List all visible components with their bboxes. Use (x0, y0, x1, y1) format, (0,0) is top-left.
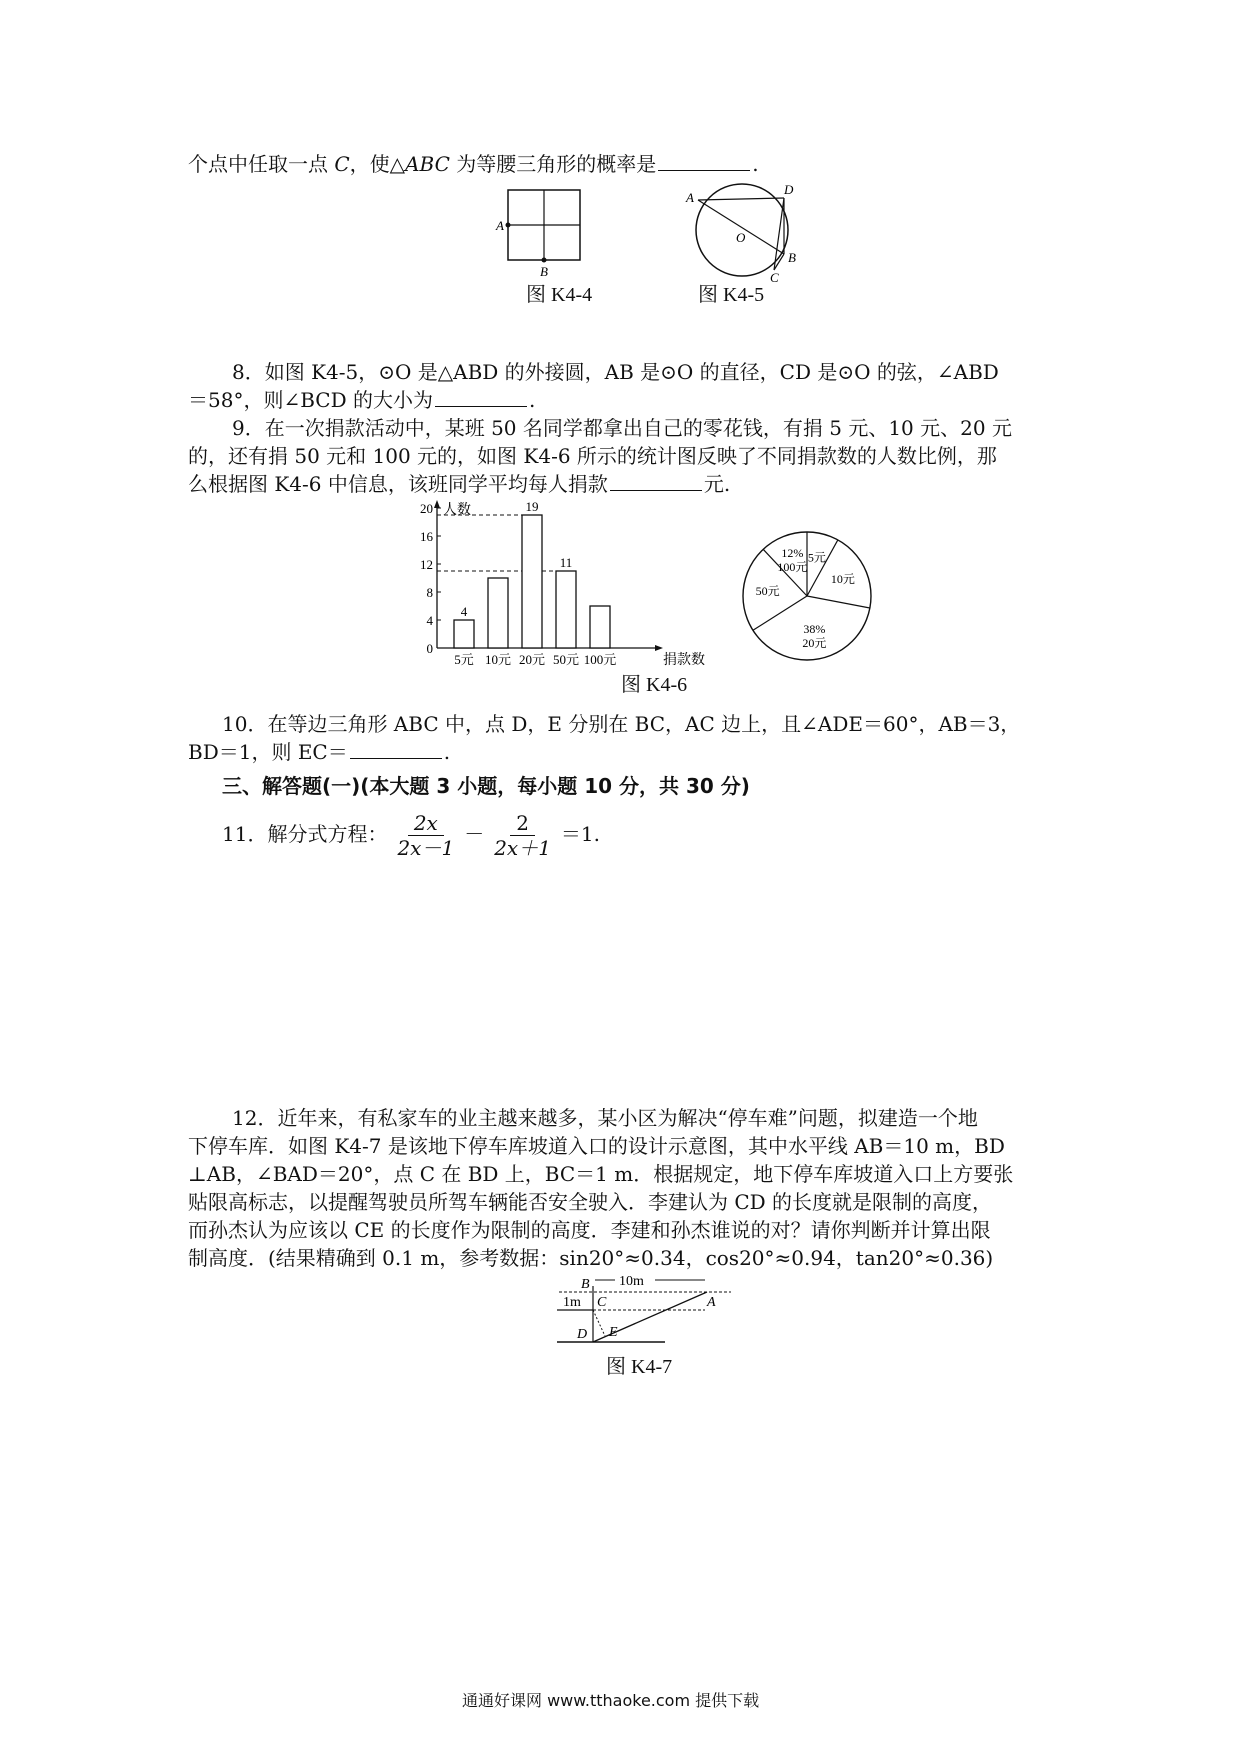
q11-text: 11．解分式方程： (222, 822, 388, 846)
q8-line1: 8．如图 K4-5，⊙O 是△ABD 的外接圆，AB 是⊙O 的直径，CD 是⊙O 的弦，∠ABD (232, 360, 999, 384)
segment-ce (593, 1310, 605, 1336)
q7-point-c: C (334, 152, 350, 176)
category-label: 20元 (518, 652, 546, 667)
pie-slice-boundary (807, 540, 838, 596)
label-a: A (686, 190, 694, 205)
x-axis-label: 捐款数 (663, 653, 705, 668)
pie-chart (735, 528, 885, 668)
figure-k4-4 (488, 188, 598, 278)
y-tick-label: 12 (420, 557, 433, 572)
category-label: 5元 (454, 652, 474, 667)
q11-line (222, 806, 600, 862)
category-label: 100元 (583, 652, 617, 667)
q12-line2: 下停车库．如图 K4-7 是该地下停车库坡道入口的设计示意图，其中水平线 AB＝10 m，BD (188, 1134, 1005, 1158)
label-e: E (609, 1325, 618, 1340)
q12-line3: ⊥AB，∠BAD＝20°，点 C 在 BD 上，BC＝1 m．根据规定，地下停车库坡道入口上方要张 (188, 1162, 1014, 1186)
label-c: C (597, 1295, 607, 1310)
category-label: 10元 (484, 652, 512, 667)
fraction-1 (391, 811, 460, 860)
q10-text: . (443, 740, 451, 764)
y-axis-label: 人数 (443, 503, 471, 518)
q12-line5: 而孙杰认为应该以 CE 的长度作为限制的高度．李建和孙杰谁说的对？请你判断并计算出限 (188, 1218, 991, 1242)
footer-text: 通通好课网 www.tthaoke.com 提供下载 (462, 1691, 760, 1710)
q7-text: ，使△ (349, 152, 406, 176)
bar (488, 578, 508, 648)
caption-k4-4: 图 K4-4 (526, 284, 593, 306)
label-d: D (784, 182, 794, 197)
pie-slice-label: 50元 (755, 584, 780, 599)
q7-text: 个点中任取一点 (188, 152, 335, 176)
q10-answer-blank (350, 740, 442, 759)
pie-slice-boundary (807, 596, 870, 608)
caption-k4-7: 图 K4-7 (606, 1356, 673, 1378)
label-b: B (540, 264, 548, 278)
q12-line1: 12．近年来，有私家车的业主越来越多，某小区为解决“停车难”问题，拟建造一个地 (232, 1106, 978, 1130)
label-10m: 10m (619, 1274, 644, 1289)
data-label: 4 (460, 604, 468, 619)
category-label: 50元 (552, 652, 580, 667)
pie-slice-label: 20元 (802, 635, 827, 650)
y-tick-label: 4 (426, 613, 433, 628)
fraction-2 (488, 811, 557, 860)
pie-slice-label: 10元 (830, 572, 855, 587)
pie-percent-label: 38% (803, 621, 826, 636)
label-b: B (788, 250, 796, 265)
q8-text: . (528, 388, 536, 412)
segment-ab (698, 200, 784, 254)
y-tick-label: 8 (426, 585, 433, 600)
q10-line1: 10．在等边三角形 ABC 中，点 D，E 分别在 BC，AC 边上，且∠ADE＝60°，AB＝3， (222, 712, 1021, 736)
bar (556, 571, 576, 648)
q9-text: 元. (703, 472, 731, 496)
caption-k4-5: 图 K4-5 (698, 284, 765, 306)
label-1m: 1m (563, 1295, 581, 1310)
q8-line2 (188, 386, 535, 414)
x-axis-arrow (655, 645, 663, 651)
q9-line2: 的，还有捐 50 元和 100 元的，如图 K4-6 所示的统计图反映了不同捐款数的人数比例，那 (188, 444, 997, 468)
pie-slice-label: 5元 (807, 550, 826, 565)
data-label: 11 (559, 555, 573, 570)
label-c: C (770, 270, 779, 282)
data-label: 19 (525, 499, 539, 514)
figure-k4-7 (555, 1272, 735, 1350)
caption-k4-6: 图 K4-6 (621, 674, 688, 696)
fraction-numerator: 2 (510, 811, 535, 836)
label-o: O (736, 230, 746, 245)
y-tick-label: 16 (420, 529, 433, 544)
figure-k4-5 (680, 178, 810, 282)
point-a (506, 223, 511, 228)
section-heading: 三、解答题(一)(本大题 3 小题，每小题 10 分，共 30 分) (222, 774, 750, 798)
label-a: A (496, 218, 504, 233)
point-b (542, 258, 547, 263)
q7-line (188, 150, 759, 178)
q8-text: ＝58°，则∠BCD 的大小为 (188, 388, 433, 412)
pie-slice-label: 100元 (777, 560, 808, 575)
label-a: A (707, 1295, 716, 1310)
y-tick-label: 0 (426, 641, 433, 656)
q7-text: 为等腰三角形的概率是 (449, 152, 657, 176)
q8-answer-blank (435, 388, 527, 407)
minus-sign: － (464, 822, 485, 846)
pie-slice-boundary (753, 596, 807, 630)
fraction-numerator: 2x (408, 811, 444, 836)
bar (454, 620, 474, 648)
fraction-denominator: 2x－1 (397, 836, 455, 860)
bar (522, 515, 542, 648)
q9-line1: 9．在一次捐款活动中，某班 50 名同学都拿出自己的零花钱，有捐 5 元、10 元、20 元 (232, 416, 1012, 440)
label-d: D (577, 1327, 588, 1342)
q9-text: 么根据图 K4-6 中信息，该班同学平均每人捐款 (188, 472, 608, 496)
q9-line3 (188, 470, 730, 498)
segment-dc (774, 198, 784, 270)
segment-ad (698, 198, 784, 200)
q7-triangle: ABC (405, 152, 450, 176)
q7-answer-blank (658, 152, 750, 171)
q9-answer-blank (610, 472, 702, 491)
q12-line6: 制高度．(结果精确到 0.1 m，参考数据：sin20°≈0.34，cos20°≈0.94，tan20°≈0.36) (188, 1246, 994, 1270)
fraction-denominator: 2x＋1 (494, 836, 551, 860)
y-tick-label: 20 (420, 501, 433, 516)
q10-text: BD＝1，则 EC＝ (188, 740, 348, 764)
label-b: B (581, 1277, 590, 1292)
pie-percent-label: 12% (781, 546, 804, 561)
bar-chart (405, 496, 705, 668)
y-axis-arrow (434, 500, 440, 508)
q10-line2 (188, 738, 450, 766)
bar (590, 606, 610, 648)
equation-rhs: ＝1. (560, 822, 601, 846)
q12-line4: 贴限高标志，以提醒驾驶员所驾车辆能否安全驶入．李建认为 CD 的长度就是限制的高度， (188, 1190, 993, 1214)
q7-text: . (752, 152, 759, 176)
